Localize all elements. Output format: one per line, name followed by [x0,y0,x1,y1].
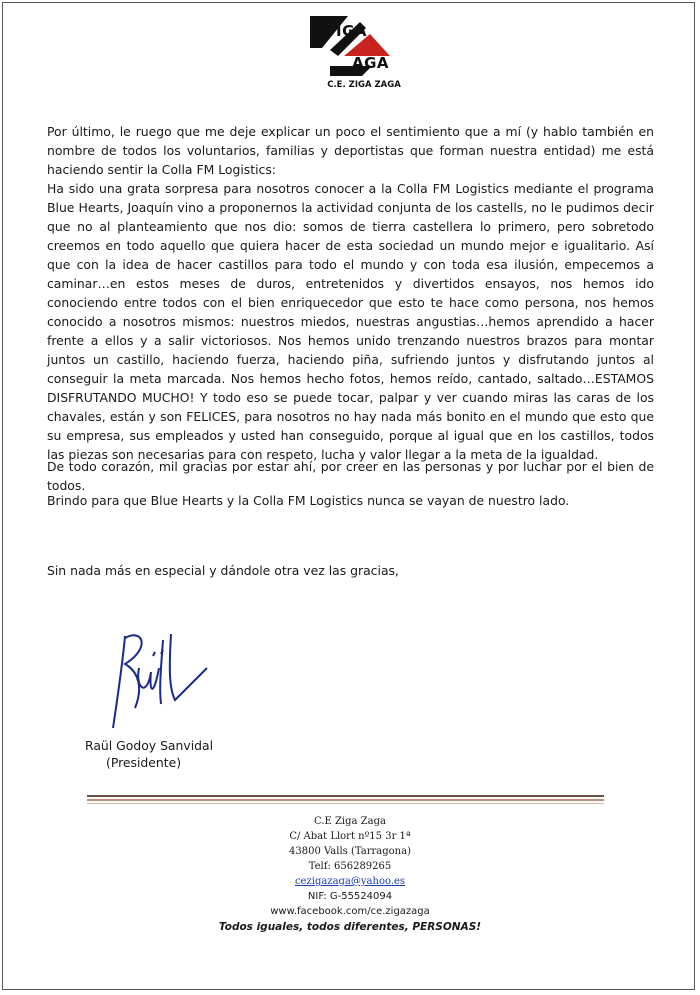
footer-phone: Telf: 656289265 [308,861,392,872]
footer-web-link[interactable]: www.facebook.com/ce.zigazaga [270,906,430,917]
letterhead-footer [200,814,500,935]
letter-paragraph-main: Ha sido una grata sorpresa para nosotros conocer a la Colla FM Logistics mediante el programa Blue Hearts, Joaquín vino a proponernos la actividad conjunta de los castells, no le pudimos decir que no al planteamiento que nos dio: somos de tierra castellera lo primero, pero sobretodo creemos en todo aquello que quiera hacer de esta sociedad un mundo mejor e igualitario. Así que con la idea de hacer castillos para todo el mundo y con toda esa ilusión, empecemos a caminar…en estos meses de duros, entretenidos y divertidos ensayos, nos hemos ido conociendo entre todos con el bien enriquecedor que esto te hace como persona, nos hemos conocido a nosotros mismos: nuestros miedos, nuestras angustias…hemos aprendido a hacer frente a ellos y a salir victoriosos. Nos hemos unido trenzando nuestros brazos para montar juntos un castillo, haciendo fuerza, haciendo piña, sufriendo juntos y disfrutando juntos al conseguir la meta marcada. Nos hemos hecho fotos, hemos reído, cantado, saltado…ESTAMOS DISFRUTANDO MUCHO! Y todo eso se puede tocar, palpar y ver cuando miras las caras de los chavales, están y son FELICES, para nosotros no hay nada más bonito en el mundo que esto que su empresa, sus empleados y usted han conseguido, porque al igual que en los castillos, todos las piezas son necesarias para con respeto, lucha y valor llegar a la meta de la igualdad. [47,181,654,462]
letter-paragraph-toast: Brindo para que Blue Hearts y la Colla FM Logistics nunca se vayan de nuestro lado. [47,493,570,508]
footer-email-link[interactable]: cezigazaga@yahoo.es [294,876,406,887]
footer-nif: NIF: G-55524094 [307,891,393,902]
footer-address-street: C/ Abat Llort nº15 3r 1ª [289,831,411,842]
footer-divider [87,795,604,797]
logo-text-ziga: IGA [336,22,368,40]
signer-role: (Presidente) [106,755,182,770]
footer-motto: Todos iguales, todos diferentes, PERSONAS! [218,921,482,933]
footer-divider [87,799,604,801]
logo-text-zaga: AGA [352,54,390,72]
footer-address-city: 43800 Valls (Tarragona) [289,846,411,857]
ziga-zaga-logo [300,6,420,96]
signer-name: Raül Godoy Sanvidal [85,738,214,753]
handwritten-signature [95,628,215,738]
logo-caption: C.E. ZIGA ZAGA [327,80,401,90]
letter-paragraph-thanks: De todo corazón, mil gracias por estar ahí, por creer en las personas y por luchar por el bien de todos. [47,459,654,493]
letter-closing: Sin nada más en especial y dándole otra vez las gracias, [47,563,399,578]
footer-divider [87,803,604,804]
footer-org: C.E Ziga Zaga [314,816,386,827]
letter-paragraph-intro: Por último, le ruego que me deje explicar un poco el sentimiento que a mí (y hablo también en nombre de todos los voluntarios, familias y deportistas que forman nuestra entidad) me está haciendo sentir la Colla FM Logistics: [47,124,654,177]
